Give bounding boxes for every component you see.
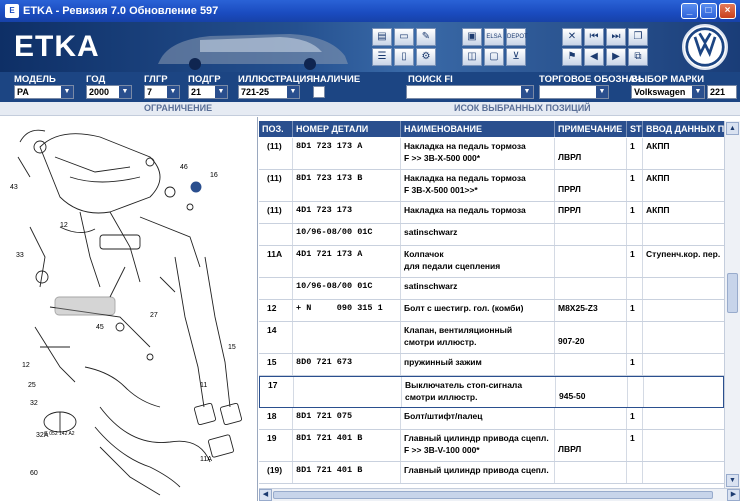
cell-st: 1 — [627, 354, 643, 375]
first-page-icon[interactable]: ⏮ — [584, 28, 604, 46]
callout-label: 11A — [200, 456, 212, 463]
toolbar-group-3 — [562, 28, 648, 66]
cell-data-entry: АКПП — [646, 173, 670, 183]
window-icon[interactable]: ▢ — [484, 48, 504, 66]
column-header-data[interactable]: ВВОД ДАННЫХ П — [646, 124, 724, 134]
minimize-button[interactable]: _ — [681, 3, 698, 19]
cell-data-entry — [643, 300, 724, 321]
table-row[interactable] — [259, 462, 724, 484]
brand-select[interactable]: Volkswagen ▼ — [631, 85, 705, 99]
trade-select[interactable] — [539, 85, 609, 99]
cell-pos — [259, 224, 293, 245]
cell-data-entry — [643, 408, 724, 429]
cell-data-entry — [643, 322, 724, 353]
cell-note — [555, 354, 627, 375]
search-select[interactable] — [406, 85, 534, 99]
callout-label: 12 — [22, 362, 30, 369]
pedal-assembly-diagram[interactable] — [0, 117, 258, 501]
cell-part-number: 8D1 721 075 — [293, 408, 401, 429]
printer-icon[interactable]: ▤ — [372, 28, 392, 46]
elsa-button[interactable]: ELSA — [484, 28, 504, 46]
car-image — [140, 26, 360, 70]
cell-st: 1 — [627, 430, 643, 461]
chevron-down-icon: ▼ — [61, 86, 73, 98]
cell-pos: (11) — [259, 202, 293, 223]
cell-data-entry: АКПП — [646, 141, 670, 151]
cell-note: ПРРЛ — [555, 202, 627, 223]
cell-data-entry — [643, 462, 724, 483]
column-header-note[interactable]: ПРИМЕЧАНИЕ — [555, 121, 627, 137]
cell-st: 1 — [627, 408, 643, 429]
callout-label: 12 — [60, 222, 68, 229]
table-row[interactable] — [259, 430, 724, 462]
table-header — [259, 121, 724, 137]
cell-pos: 11A — [259, 246, 293, 277]
scroll-right-icon[interactable]: ▶ — [727, 489, 740, 501]
podgr-select[interactable]: 21 ▼ — [188, 85, 228, 99]
chevron-down-icon: ▼ — [692, 86, 704, 98]
scroll-up-icon[interactable]: ▲ — [726, 122, 739, 135]
cell-name: Главный цилиндр привода сцепл. F >> 3B-V-100 000* — [401, 430, 555, 461]
cell-pos: 17 — [260, 377, 294, 407]
column-header-pos[interactable]: ПОЗ. — [259, 121, 293, 137]
cell-part-number: + N 090 315 1 — [293, 300, 401, 321]
column-header-number[interactable]: НОМЕР ДЕТАЛИ — [293, 121, 401, 137]
cell-data-entry — [643, 278, 724, 299]
cell-data-entry: АКПП — [646, 205, 670, 215]
book-icon[interactable]: ▯ — [394, 48, 414, 66]
cell-name: satinschwarz — [401, 278, 555, 299]
callout-label: 11 — [200, 382, 208, 389]
flag-icon[interactable]: ⚑ — [562, 48, 582, 66]
close-button[interactable]: × — [719, 3, 736, 19]
cell-name: Болт с шестигр. гол. (комби) — [401, 300, 555, 321]
chevron-down-icon: ▼ — [287, 86, 299, 98]
cell-part-number: 8D1 721 401 B — [293, 430, 401, 461]
callout-label: 33 — [16, 252, 24, 259]
chevron-down-icon: ▼ — [596, 86, 608, 98]
cell-st — [627, 278, 643, 299]
cell-part-number: 4D1 723 173 — [293, 202, 401, 223]
cell-note: M8X25-Z3 — [555, 300, 627, 321]
section-bar — [0, 102, 740, 116]
table-row[interactable] — [259, 300, 724, 322]
cell-data-entry — [643, 224, 724, 245]
title-bar — [0, 0, 740, 22]
vertical-scrollbar[interactable] — [724, 121, 740, 488]
illustration-select[interactable]: 721-25 ▼ — [238, 85, 300, 99]
cell-name: Колпачок для педали сцепления — [401, 246, 555, 277]
cell-name: Накладка на педаль тормоза — [401, 202, 555, 223]
column-header-st[interactable]: ST — [627, 121, 643, 137]
glgr-label: ГЛГР — [144, 74, 168, 85]
cell-note — [555, 462, 627, 483]
scroll-left-icon[interactable]: ◀ — [259, 489, 272, 501]
cell-st: 1 — [627, 300, 643, 321]
callout-label: 27 — [150, 312, 158, 319]
cell-name: Главный цилиндр привода сцепл. — [401, 462, 555, 483]
scroll-down-icon[interactable]: ▼ — [726, 474, 739, 487]
monitor-icon[interactable]: ▣ — [462, 28, 482, 46]
cell-name: Болт/штифт/палец — [401, 408, 555, 429]
cell-pos: 15 — [259, 354, 293, 375]
callout-label: 25 — [28, 382, 36, 389]
cell-part-number: 8D1 721 401 B — [293, 462, 401, 483]
network-icon[interactable]: ◫ — [462, 48, 482, 66]
header-banner — [0, 22, 740, 72]
model-label: МОДЕЛЬ — [14, 74, 56, 85]
cell-st: 1 — [627, 202, 643, 223]
cell-note: ЛВРЛ — [555, 430, 627, 461]
cell-note: 945-50 — [556, 377, 628, 407]
cell-pos: (11) — [259, 138, 293, 169]
brand-label: ВЫБОР МАРКИ — [631, 74, 705, 85]
maximize-button[interactable]: □ — [700, 3, 717, 19]
etka-logo: ETKA — [14, 30, 100, 63]
cell-st — [627, 462, 643, 483]
table-row[interactable] — [259, 376, 724, 408]
callout-label: 32A — [36, 432, 49, 439]
table-row[interactable] — [259, 408, 724, 430]
next-icon[interactable]: ▶ — [606, 48, 626, 66]
selected-list-label: ИСОК ВЫБРАННЫХ ПОЗИЦИЙ — [454, 103, 591, 113]
cart-icon[interactable]: ⊻ — [506, 48, 526, 66]
cell-pos: (19) — [259, 462, 293, 483]
callout-label: 45 — [96, 324, 104, 331]
vw-logo-icon — [682, 24, 728, 70]
cell-part-number: 8D1 723 173 B — [293, 170, 401, 201]
callout-label: 15 — [228, 344, 236, 351]
cell-name: Накладка на педаль тормоза F 3B-X-500 001>>* — [401, 170, 555, 201]
cell-name: Клапан, вентиляционный смотри иллюстр. — [401, 322, 555, 353]
callout-label: 32 — [30, 400, 38, 407]
chevron-down-icon: ▼ — [167, 86, 179, 98]
cell-part-number — [293, 322, 401, 353]
cell-data-entry: Ступенч.кор. пер. — [646, 249, 721, 259]
table-row[interactable] — [259, 202, 724, 224]
cell-pos: 19 — [259, 430, 293, 461]
scroll-thumb[interactable] — [727, 273, 738, 313]
callout-label: 60 — [30, 470, 38, 477]
filter-bar — [0, 72, 740, 102]
cell-pos: 12 — [259, 300, 293, 321]
last-page-icon[interactable]: ⏭ — [606, 28, 626, 46]
cell-data-entry — [643, 430, 724, 461]
cell-pos — [259, 278, 293, 299]
cell-data-entry — [643, 354, 724, 375]
cell-st — [627, 224, 643, 245]
cell-name: satinschwarz — [401, 224, 555, 245]
cell-note — [555, 278, 627, 299]
table-row[interactable] — [259, 278, 724, 300]
glgr-select[interactable]: 7 ▼ — [144, 85, 180, 99]
table-row[interactable] — [259, 322, 724, 354]
chevron-down-icon: ▼ — [521, 86, 533, 98]
cell-data-entry — [644, 377, 724, 407]
tools-icon[interactable]: ✎ — [416, 28, 436, 46]
cell-part-number: 8D0 721 673 — [293, 354, 401, 375]
cell-st: 1 — [627, 138, 643, 169]
model-select[interactable]: PA ▼ — [14, 85, 74, 99]
cell-note: 907-20 — [555, 322, 627, 353]
cell-note — [555, 224, 627, 245]
column-header-name[interactable]: НАИМЕНОВАНИЕ — [401, 121, 555, 137]
cell-part-number — [294, 377, 402, 407]
callout-label: 16 — [210, 172, 218, 179]
cell-st: 1 — [627, 246, 643, 277]
cell-name: Накладка на педаль тормоза F >> 3B-X-500 000* — [401, 138, 555, 169]
table-row[interactable] — [259, 138, 724, 170]
podgr-label: ПОДГР — [188, 74, 221, 85]
cell-st — [628, 377, 644, 407]
table-row[interactable] — [259, 354, 724, 376]
illustration-pane[interactable] — [0, 117, 258, 501]
chevron-down-icon: ▼ — [215, 86, 227, 98]
cell-note — [555, 246, 627, 277]
depot-button[interactable]: DEPOT — [506, 28, 526, 46]
window-title: ETKA - Ревизия 7.0 Обновление 597 — [23, 5, 219, 17]
brand-extra-field[interactable]: 221 — [707, 85, 737, 99]
availability-label: НАЛИЧИЕ — [313, 74, 361, 85]
trade-label: ТОРГОВОЕ ОБОЗНАЧ — [539, 74, 642, 85]
table-row[interactable] — [259, 170, 724, 202]
illustration-label: ИЛЛЮСТРАЦИЯ — [238, 74, 314, 85]
cell-pos: 18 — [259, 408, 293, 429]
chevron-down-icon: ▼ — [119, 86, 131, 98]
callout-label: G 052 142 A2 — [44, 431, 75, 437]
parts-table-body — [259, 138, 724, 488]
toolbar-group-2 — [462, 28, 526, 66]
callout-label: 46 — [180, 164, 188, 171]
parts-list-pane — [259, 117, 740, 501]
copy-icon[interactable]: ⧉ — [628, 48, 648, 66]
cell-st: 1 — [627, 170, 643, 201]
pin-icon[interactable]: ✕ — [562, 28, 582, 46]
cell-pos: (11) — [259, 170, 293, 201]
prev-icon[interactable]: ◀ — [584, 48, 604, 66]
search-label: ПОИСК FI — [408, 74, 453, 85]
notepad-icon[interactable]: ▭ — [394, 28, 414, 46]
horizontal-scrollbar[interactable] — [259, 488, 740, 501]
cell-pos: 14 — [259, 322, 293, 353]
cell-st — [627, 322, 643, 353]
toolbar-group-1 — [372, 28, 436, 66]
table-row[interactable] — [259, 246, 724, 278]
year-select[interactable]: 2000 ▼ — [86, 85, 132, 99]
cell-part-number: 8D1 723 173 A — [293, 138, 401, 169]
bike-icon[interactable]: ⚙ — [416, 48, 436, 66]
year-label: ГОД — [86, 74, 106, 85]
list-icon[interactable]: ☰ — [372, 48, 392, 66]
callout-label: 43 — [10, 184, 18, 191]
cell-note: ЛВРЛ — [555, 138, 627, 169]
documents-icon[interactable]: ❐ — [628, 28, 648, 46]
cell-note: ПРРЛ — [555, 170, 627, 201]
cell-name: Выключатель стоп-сигнала смотри иллюстр. — [402, 377, 556, 407]
table-row[interactable] — [259, 224, 724, 246]
cell-name: пружинный зажим — [401, 354, 555, 375]
cell-note — [555, 408, 627, 429]
cell-part-number: 4D1 721 173 A — [293, 246, 401, 277]
cell-part-number: 10/96-08/00 01C — [293, 278, 401, 299]
scroll-thumb[interactable] — [273, 491, 713, 499]
app-icon: E — [5, 4, 19, 18]
restriction-label: ОГРАНИЧЕНИЕ — [144, 103, 213, 113]
cell-part-number: 10/96-08/00 01C — [293, 224, 401, 245]
availability-checkbox[interactable] — [313, 86, 325, 98]
